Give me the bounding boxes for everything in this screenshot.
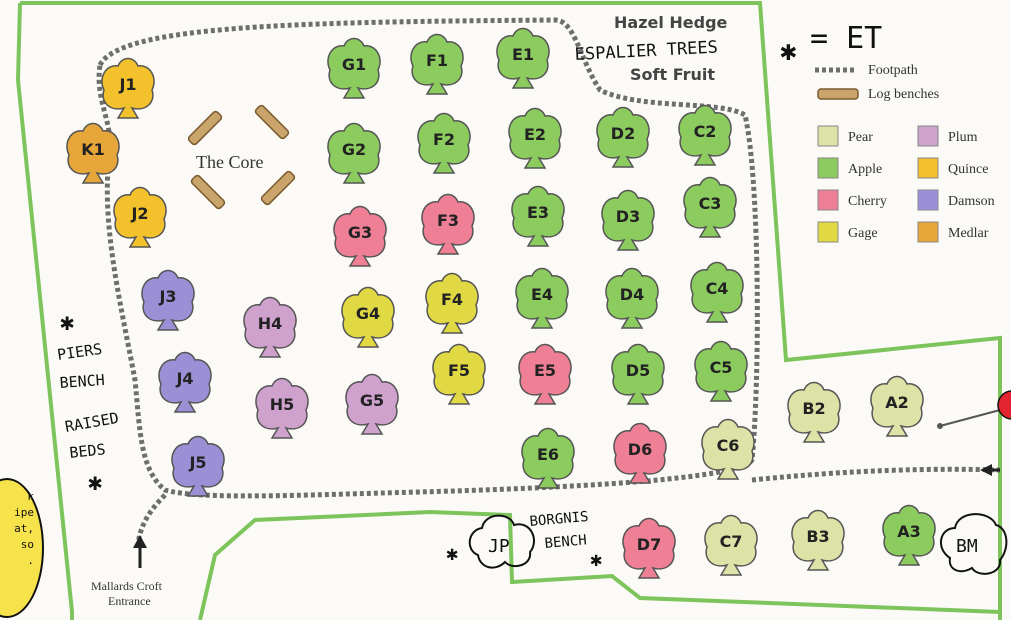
tree-e1-label: E1 [511, 45, 535, 64]
legend-label-damson: Damson [948, 194, 995, 209]
tree-e6[interactable] [522, 429, 574, 489]
soft-fruit-label: Soft Fruit [630, 65, 716, 84]
jp-label: JP [488, 536, 510, 557]
tree-f1[interactable] [411, 35, 463, 95]
tree-e4[interactable] [516, 269, 568, 329]
tree-c4-label: C4 [705, 279, 729, 298]
tree-g4-label: G4 [355, 304, 381, 323]
tree-c7[interactable] [705, 516, 757, 576]
legend-label-quince: Quince [948, 162, 989, 177]
legend-swatch-medlar [918, 222, 938, 242]
yellow-note-line-4: so [20, 538, 34, 551]
legend-swatch-damson [918, 190, 938, 210]
tree-g1[interactable] [328, 39, 380, 99]
entrance-label-1: Mallards Croft [91, 579, 162, 593]
tree-g2[interactable] [328, 124, 380, 184]
footpath-entrance-spur [138, 495, 165, 545]
tree-e3-label: E3 [526, 203, 550, 222]
tree-d2[interactable] [597, 108, 649, 168]
tree-c6[interactable] [702, 420, 754, 480]
tree-a2[interactable] [871, 377, 923, 437]
tree-e1[interactable] [497, 29, 549, 89]
tree-j2-label: J2 [131, 204, 149, 223]
legend-label-cherry: Cherry [848, 194, 887, 209]
yellow-note-line-1: k [27, 490, 34, 503]
tree-d6[interactable] [614, 424, 666, 484]
espalier-trees-note: ESPALIER TREES [574, 37, 719, 65]
entrance-label-2: Entrance [108, 594, 151, 608]
legend-label-apple: Apple [848, 162, 883, 177]
raised-beds-note-2: BEDS [68, 440, 107, 462]
tree-e2-label: E2 [523, 125, 547, 144]
trees-layer [67, 29, 935, 579]
yellow-note-line-2: ipe [14, 506, 34, 519]
tree-f1-label: F1 [425, 51, 449, 70]
tree-g5-label: G5 [359, 391, 385, 410]
tree-e4-label: E4 [530, 285, 554, 304]
tree-j1-label: J1 [119, 75, 137, 94]
legend-swatch-quince [918, 158, 938, 178]
asterisk-icon: ✱ [446, 541, 459, 565]
tree-c6-label: C6 [716, 436, 740, 455]
piers-bench-note-2: BENCH [59, 370, 106, 392]
asterisk-icon: ✱ [780, 34, 797, 67]
tree-d5-label: D5 [625, 361, 651, 380]
tree-b3-label: B3 [806, 527, 830, 546]
legend-bench-label: Log benches [868, 87, 940, 102]
asterisk-icon: ✱ [60, 308, 75, 336]
pin-dot [937, 423, 943, 429]
tree-e2[interactable] [509, 109, 561, 169]
tree-j5[interactable] [172, 437, 224, 497]
borginis-bench-note-1: BORGNIS [528, 508, 590, 530]
tree-d3-label: D3 [615, 207, 641, 226]
tree-b2-label: B2 [802, 399, 826, 418]
tree-j4-label: J4 [176, 369, 194, 388]
tree-d7-label: D7 [636, 535, 662, 554]
tree-a3[interactable] [883, 506, 935, 566]
tree-c2[interactable] [679, 106, 731, 166]
tree-d4[interactable] [606, 269, 658, 329]
tree-f3[interactable] [422, 195, 474, 255]
tree-c7-label: C7 [719, 532, 743, 551]
yellow-note-line-5: . [27, 554, 34, 567]
legend-swatch-gage [818, 222, 838, 242]
tree-g3[interactable] [334, 207, 386, 267]
tree-h5[interactable] [256, 379, 308, 439]
tree-c4[interactable] [691, 263, 743, 323]
asterisk-icon: ✱ [88, 468, 103, 496]
asterisk-icon: ✱ [590, 547, 603, 571]
legend-swatch-apple [818, 158, 838, 178]
tree-f5[interactable] [433, 345, 485, 405]
tree-c3[interactable] [684, 178, 736, 238]
tree-j5-label: J5 [189, 453, 207, 472]
tree-d4-label: D4 [619, 285, 645, 304]
tree-g1-label: G1 [341, 55, 367, 74]
tree-f3-label: F3 [436, 211, 460, 230]
jp-cloud-marker [470, 516, 534, 568]
tree-g3-label: G3 [347, 223, 373, 242]
tree-e5[interactable] [519, 345, 571, 405]
raised-beds-note-1: RAISED [63, 408, 121, 436]
legend-swatch-cherry [818, 190, 838, 210]
legend-bench-swatch [818, 89, 858, 99]
espalier-code-note: = ET [810, 21, 883, 56]
tree-f2-label: F2 [432, 130, 456, 149]
tree-c5-label: C5 [709, 358, 733, 377]
legend-label-medlar: Medlar [948, 226, 989, 241]
legend-swatch-plum [918, 126, 938, 146]
tree-a2-label: A2 [885, 393, 909, 412]
legend-swatch-pear [818, 126, 838, 146]
tree-f4-label: F4 [440, 290, 464, 309]
bm-cloud-marker [941, 514, 1006, 574]
tree-b3[interactable] [792, 511, 844, 571]
tree-f2[interactable] [418, 114, 470, 174]
pin-line [940, 410, 1000, 426]
legend-label-plum: Plum [948, 130, 978, 145]
the-core-label: The Core [196, 152, 264, 172]
tree-e3[interactable] [512, 187, 564, 247]
tree-c2-label: C2 [693, 122, 717, 141]
legend-label-pear: Pear [848, 130, 873, 145]
entrance-arrow-icon [133, 535, 147, 568]
tree-h5-label: H5 [269, 395, 295, 414]
tree-b2[interactable] [788, 383, 840, 443]
tree-j4[interactable] [159, 353, 211, 413]
tree-a3-label: A3 [897, 522, 921, 541]
footpath-east-spur [752, 469, 1000, 480]
tree-c5[interactable] [695, 342, 747, 402]
tree-d7[interactable] [623, 519, 675, 579]
tree-c3-label: C3 [698, 194, 722, 213]
tree-j1[interactable] [102, 59, 154, 119]
borginis-bench-note-2: BENCH [543, 532, 588, 552]
tree-h4-label: H4 [257, 314, 283, 333]
tree-d5[interactable] [612, 345, 664, 405]
east-arrow-icon [980, 464, 1000, 476]
legend [815, 63, 995, 242]
piers-bench-note-1: PIERS [56, 339, 104, 364]
tree-g5[interactable] [346, 375, 398, 435]
hazel-hedge-label: Hazel Hedge [614, 13, 728, 32]
tree-k1-label: K1 [81, 140, 105, 159]
tree-j3-label: J3 [159, 287, 177, 306]
tree-g4[interactable] [342, 288, 394, 348]
tree-d3[interactable] [602, 191, 654, 251]
legend-footpath-label: Footpath [868, 63, 918, 78]
tree-j2[interactable] [114, 188, 166, 248]
tree-k1[interactable] [67, 124, 119, 184]
tree-e6-label: E6 [536, 445, 560, 464]
tree-f4[interactable] [426, 274, 478, 334]
tree-f5-label: F5 [447, 361, 471, 380]
bm-label: BM [956, 536, 978, 557]
yellow-note-line-3: at, [14, 522, 34, 535]
tree-e5-label: E5 [533, 361, 557, 380]
tree-g2-label: G2 [341, 140, 367, 159]
legend-label-gage: Gage [848, 226, 878, 241]
tree-d2-label: D2 [610, 124, 636, 143]
tree-h4[interactable] [244, 298, 296, 358]
tree-d6-label: D6 [627, 440, 653, 459]
tree-j3[interactable] [142, 271, 194, 331]
